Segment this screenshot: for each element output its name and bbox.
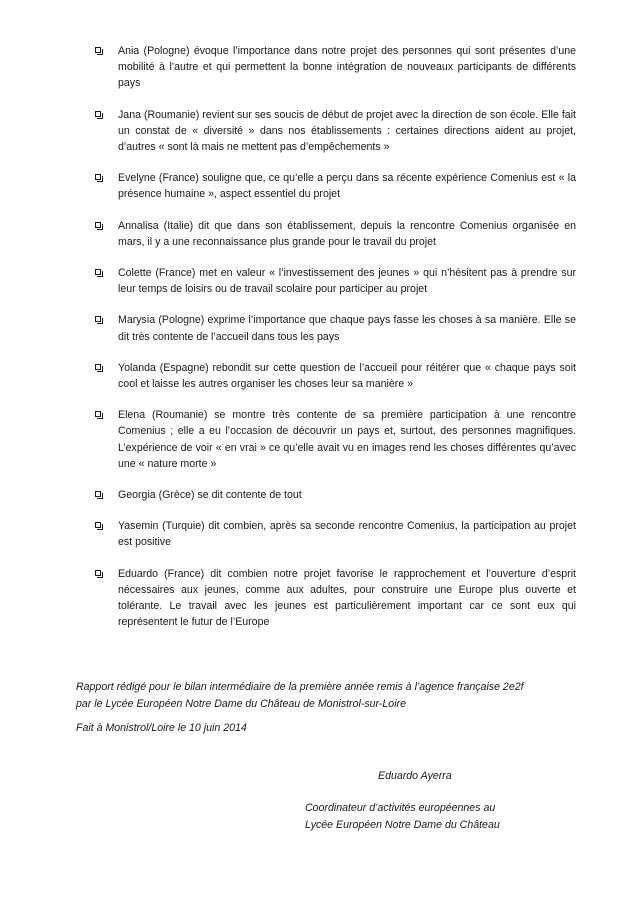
list-item: [94, 566, 576, 631]
list-item-text: Elena (Roumanie) se montre très contente de sa première participation à une rencontre Comenius ; elle a eu l’occasion de découvrir un pays et, surtout, des personnes magnifiques. L’expérience de voir « en vrai » ce qu’elle avait vu en images rend les choses différentes qu’avec une « nature morte »: [118, 409, 576, 470]
checkbox-bullet-icon: [95, 522, 101, 528]
list-item-text: Ania (Pologne) évoque l’importance dans notre projet des personnes qui sont présentes d’une mobilité à l’autre et qui permettent la bonne intégration de nouveaux participants de différents pays: [118, 45, 576, 90]
checkbox-bullet-icon: [95, 222, 101, 228]
checkbox-bullet-icon: [95, 364, 101, 370]
report-note: [76, 679, 596, 713]
checkbox-bullet-icon: [95, 491, 101, 497]
list-item: [94, 107, 576, 156]
place-date-line: Fait à Monistrol/Loire le 10 juin 2014: [76, 722, 247, 734]
list-item-text: Colette (France) met en valeur « l’investissement des jeunes » qui n’hésitent pas à prendre sur leur temps de loisirs ou de travail scolaire pour participer au projet: [118, 267, 576, 296]
checkbox-bullet-icon: [95, 570, 101, 576]
list-item: [94, 170, 576, 202]
signer-role-line-1: Coordinateur d’activités européennes au: [305, 802, 496, 814]
list-item-text: Yolanda (Espagne) rebondit sur cette question de l’accueil pour réitérer que « chaque pays soit cool et laisse les autres organiser les choses leur sa manière »: [118, 361, 576, 391]
list-item: [94, 218, 576, 250]
list-item: [94, 265, 576, 297]
list-item: [94, 518, 576, 550]
list-item-text: Annalisa (Italie) dit que dans son établissement, depuis la rencontre Comenius organisée en mars, il y a une reconnaissance plus grande pour le travail du projet: [118, 219, 576, 248]
list-item-text: Evelyne (France) souligne que, ce qu’elle a perçu dans sa récente expérience Comenius est « la présence humaine », aspect essentiel du projet: [118, 172, 576, 201]
list-item: [94, 487, 576, 503]
checkbox-bullet-icon: [95, 174, 101, 180]
list-item-text: Georgia (Grèce) se dit contente de tout: [118, 489, 302, 502]
list-item-text: Jana (Roumanie) revient sur ses soucis de début de projet avec la direction de son école. Elle fait un constat de « diversité » dans nos établissements : certaines directions aident au projet, d’autres « sont là mais ne mettent pas d’empêchements »: [118, 108, 576, 154]
checkbox-bullet-icon: [95, 411, 101, 417]
signer-role-line-2: Lycée Européen Notre Dame du Château: [305, 819, 500, 831]
checkbox-bullet-icon: [95, 316, 101, 322]
list-item-text: Eduardo (France) dit combien notre projet favorise le rapprochement et l’ouverture d’esprit nécessaires aux jeunes, comme aux adultes, pour construire une Europe plus ouverte et tolérante. Le travail avec les jeunes est particulièrement important car ce sont eux qui représentent le futur de l’Europe: [118, 567, 576, 629]
signer-role: [305, 800, 500, 834]
checkbox-bullet-icon: [95, 269, 101, 275]
checkbox-bullet-icon: [95, 111, 101, 117]
list-item: [94, 43, 576, 92]
report-note-line-1: Rapport rédigé pour le bilan intermédiaire de la première année remis à l’agence française 2e2f: [76, 681, 524, 693]
participant-feedback-list: [94, 43, 576, 645]
list-item-text: Yasemin (Turquie) dit combien, après sa seconde rencontre Comenius, la participation au projet est positive: [118, 520, 576, 549]
list-item: [94, 407, 576, 472]
list-item: [94, 312, 576, 344]
signer-name: Eduardo Ayerra: [378, 770, 452, 782]
list-item: [94, 360, 576, 392]
checkbox-bullet-icon: [95, 47, 101, 53]
report-note-line-2: par le Lycée Européen Notre Dame du Château de Monistrol-sur-Loire: [76, 698, 406, 710]
list-item-text: Marysia (Pologne) exprime l’importance que chaque pays fasse les choses à sa manière. Elle se dit très contente de l’accueil dans tous les pays: [118, 314, 576, 343]
